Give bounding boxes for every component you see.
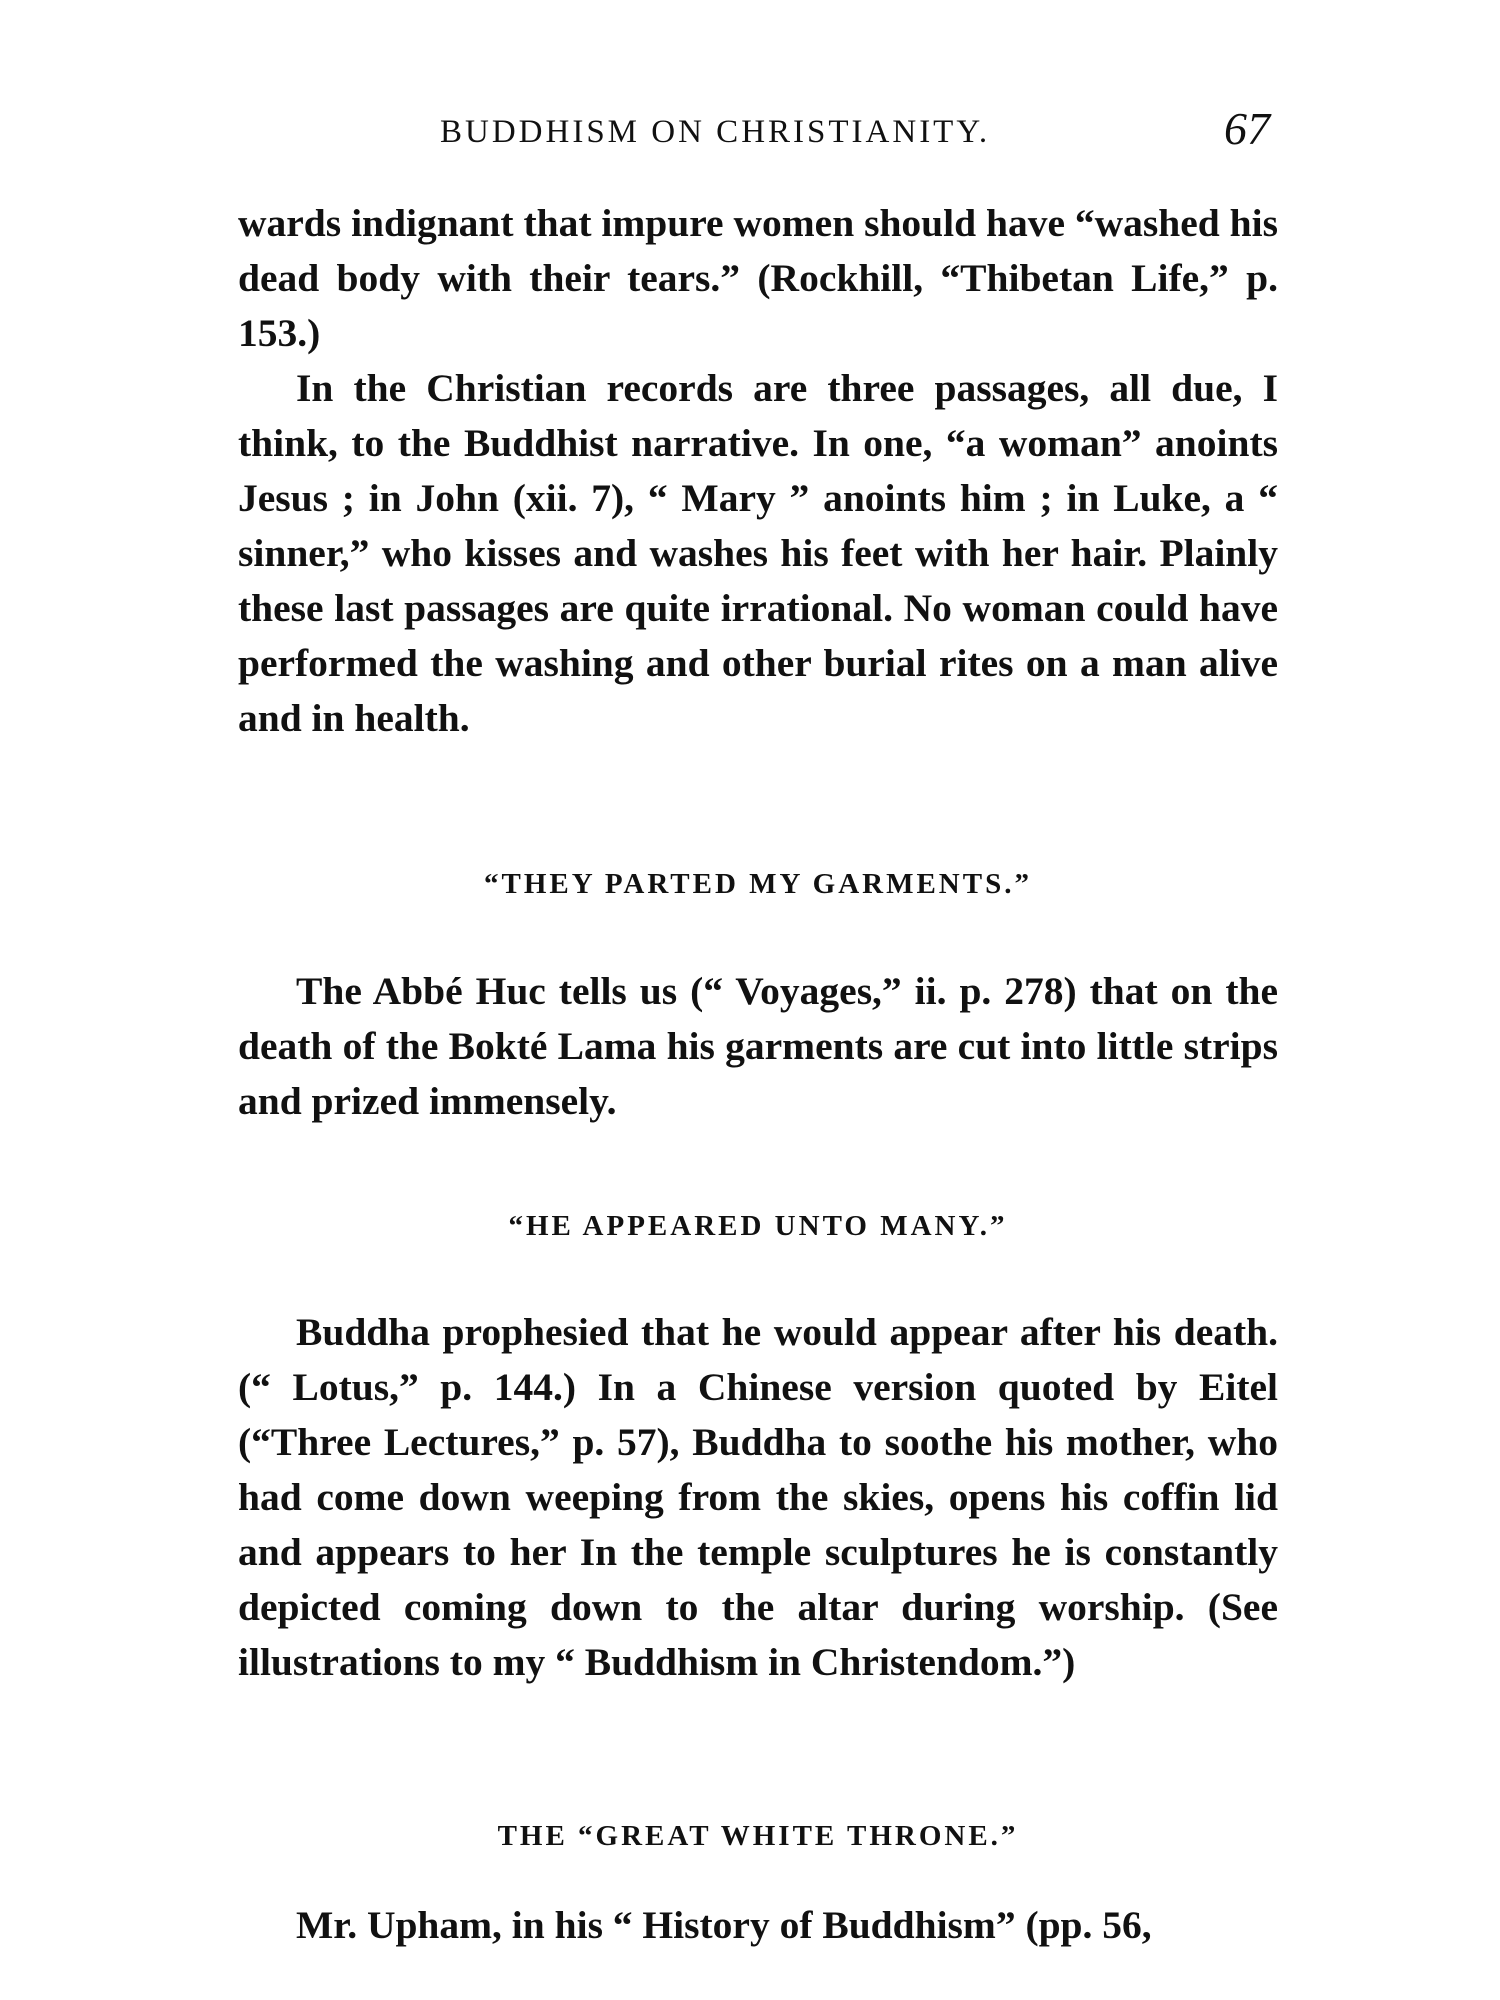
running-head [240, 104, 1280, 164]
paragraph-appeared: Buddha prophesied that he would appear after his death. (“ Lotus,” p. 144.) In a Chinese version quoted by Eitel (“Three Lectures,” p. 57), Buddha to soothe his mother, who had come down weeping from the skies, opens his coffin lid and appears to her In the temple sculptures he is constantly depicted coming down to the altar during worship. (See illustrations to my “ Buddhism in Christendom.”) [238, 1310, 1278, 1684]
paragraph-garments: The Abbé Huc tells us (“ Voyages,” ii. p. 278) that on the death of the Bokté Lama his garments are cut into little strips and prized immensely. [238, 969, 1278, 1123]
running-title: BUDDHISM ON CHRISTIANITY. [440, 114, 991, 150]
page-number: 67 [1224, 103, 1270, 154]
section-heading-throne: THE “GREAT WHITE THRONE.” [497, 1820, 1019, 1852]
paragraph-continuation: wards indignant that impure women should have “washed his dead body with their tears.” (Rockhill, “Thibetan Life,” p. 153.) [238, 201, 1278, 355]
section-heading-garments: “THEY PARTED MY GARMENTS.” [484, 868, 1032, 900]
paragraph-throne: Mr. Upham, in his “ History of Buddhism” (pp. 56, [296, 1903, 1152, 1947]
paragraph-christian-records: In the Christian records are three passages, all due, I think, to the Buddhist narrative. In one, “a woman” anoints Jesus ; in John (xii. 7), “ Mary ” anoints him ; in Luke, a “ sinner,” who kisses and washes his feet with her hair. Plainly these last passages are quite irrational. No woman could have performed the washing and other burial rites on a man alive and in health. [238, 366, 1278, 740]
section-heading-appeared: “HE APPEARED UNTO MANY.” [508, 1210, 1008, 1242]
